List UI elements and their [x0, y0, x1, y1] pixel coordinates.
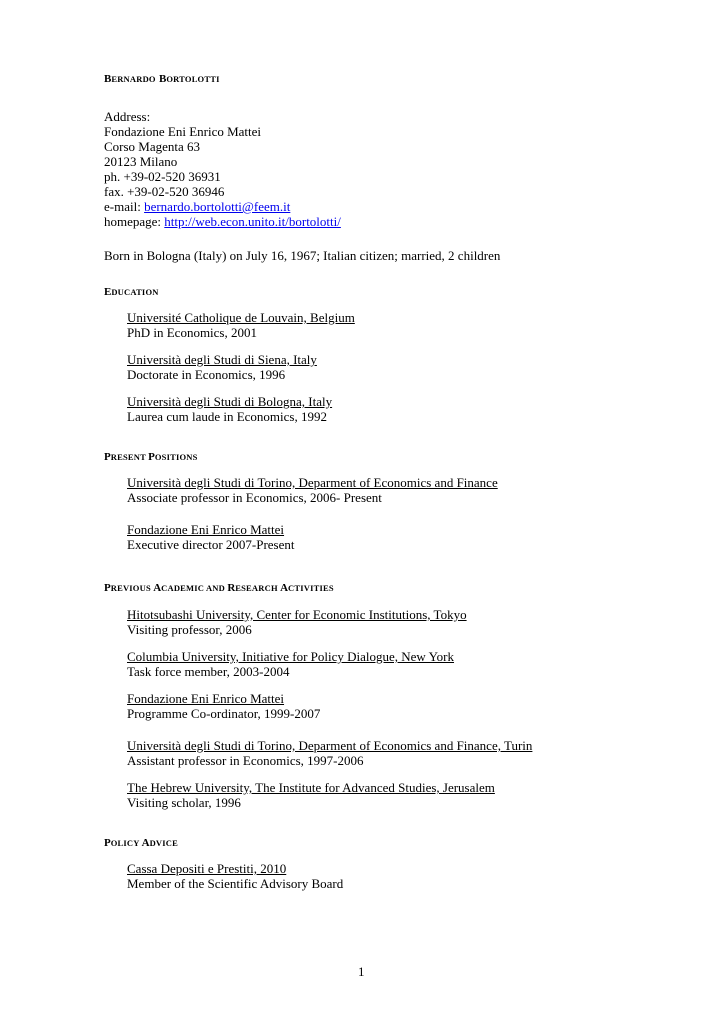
section-heading-present-positions: [104, 448, 198, 465]
heading-rest: DVICE: [149, 838, 178, 848]
heading-cap: P: [104, 582, 111, 594]
section-heading-education: [104, 283, 159, 300]
entry-detail: Laurea cum laude in Economics, 1992: [127, 409, 327, 424]
entry-detail: Member of the Scientific Advisory Board: [127, 876, 344, 891]
heading-cap: E: [104, 286, 112, 298]
previous-activity-entry: [127, 780, 495, 810]
entry-institution: Fondazione Eni Enrico Mattei: [127, 691, 285, 706]
phone-number: ph. +39-02-520 36931: [104, 169, 221, 184]
entry-detail: Doctorate in Economics, 1996: [127, 367, 286, 382]
entry-institution: Cassa Depositi e Prestiti, 2010: [127, 861, 287, 876]
previous-activity-entry: [127, 738, 532, 768]
name-last-initial: B: [158, 73, 167, 85]
address-label: Address:: [104, 109, 151, 124]
bio-text: Born in Bologna (Italy) on July 16, 1967; Italian citizen; married, 2 children: [104, 248, 501, 263]
section-heading-policy-advice: [104, 834, 178, 851]
previous-activity-entry: [127, 607, 467, 637]
fax-number: fax. +39-02-520 36946: [104, 184, 225, 199]
entry-institution: Columbia University, Initiative for Policy Dialogue, New York: [127, 649, 455, 664]
address-city: 20123 Milano: [104, 154, 178, 169]
heading-rest: ESEARCH: [235, 583, 281, 593]
name-first-initial: B: [104, 73, 112, 85]
entry-detail: Visiting scholar, 1996: [127, 795, 241, 810]
education-entry: [127, 352, 317, 382]
heading-cap: A: [141, 837, 150, 849]
heading-rest: CTIVITIES: [288, 583, 334, 593]
heading-cap: P: [104, 837, 111, 849]
entry-institution: Fondazione Eni Enrico Mattei: [127, 522, 285, 537]
homepage-link[interactable]: http://web.econ.unito.it/bortolotti/: [164, 214, 341, 229]
email-link[interactable]: bernardo.bortolotti@feem.it: [144, 199, 291, 214]
entry-detail: Programme Co-ordinator, 1999-2007: [127, 706, 321, 721]
entry-institution: Hitotsubashi University, Center for Economic Institutions, Tokyo: [127, 607, 467, 622]
entry-detail: Assistant professor in Economics, 1997-2006: [127, 753, 364, 768]
heading-cap: P: [148, 451, 155, 463]
entry-detail: Task force member, 2003-2004: [127, 664, 290, 679]
entry-institution: Università degli Studi di Torino, Deparment of Economics and Finance, Turin: [127, 738, 533, 753]
heading-cap: P: [104, 451, 111, 463]
name-first-rest: ERNARDO: [111, 74, 156, 84]
entry-detail: Visiting professor, 2006: [127, 622, 252, 637]
heading-rest: OSITIONS: [154, 452, 198, 462]
entry-institution: Università degli Studi di Siena, Italy: [127, 352, 317, 367]
heading-cap: A: [280, 582, 289, 594]
entry-institution: Université Catholique de Louvain, Belgium: [127, 310, 355, 325]
entry-detail: PhD in Economics, 2001: [127, 325, 257, 340]
email-label: e-mail:: [104, 199, 145, 214]
heading-rest: REVIOUS: [110, 583, 154, 593]
heading-rest: DUCATION: [111, 287, 159, 297]
contact-block: [104, 109, 341, 229]
section-heading-previous-activities: [104, 579, 334, 596]
heading-rest: CADEMIC AND: [161, 583, 228, 593]
education-entry: [127, 394, 332, 424]
page-number: 1: [358, 964, 365, 979]
name-last-rest: ORTOLOTTI: [166, 74, 220, 84]
entry-detail: Executive director 2007-Present: [127, 537, 295, 552]
homepage-line: [104, 214, 341, 229]
entry-institution: The Hebrew University, The Institute for Advanced Studies, Jerusalem: [127, 780, 495, 795]
present-position-entry: [127, 475, 498, 505]
email-line: [104, 199, 341, 214]
entry-detail: Associate professor in Economics, 2006- Present: [127, 490, 382, 505]
address-org: Fondazione Eni Enrico Mattei: [104, 124, 262, 139]
homepage-label: homepage:: [104, 214, 165, 229]
heading-cap: R: [227, 582, 236, 594]
previous-activity-entry: [127, 649, 454, 679]
entry-institution: Università degli Studi di Bologna, Italy: [127, 394, 333, 409]
cv-name-heading: [104, 70, 220, 87]
heading-rest: OLICY: [110, 838, 142, 848]
address-street: Corso Magenta 63: [104, 139, 201, 154]
previous-activity-entry: [127, 691, 320, 721]
present-position-entry: [127, 522, 295, 552]
entry-institution: Università degli Studi di Torino, Deparment of Economics and Finance: [127, 475, 498, 490]
heading-rest: RESENT: [110, 452, 149, 462]
policy-advice-entry: [127, 861, 343, 891]
education-entry: [127, 310, 355, 340]
heading-cap: A: [153, 582, 162, 594]
